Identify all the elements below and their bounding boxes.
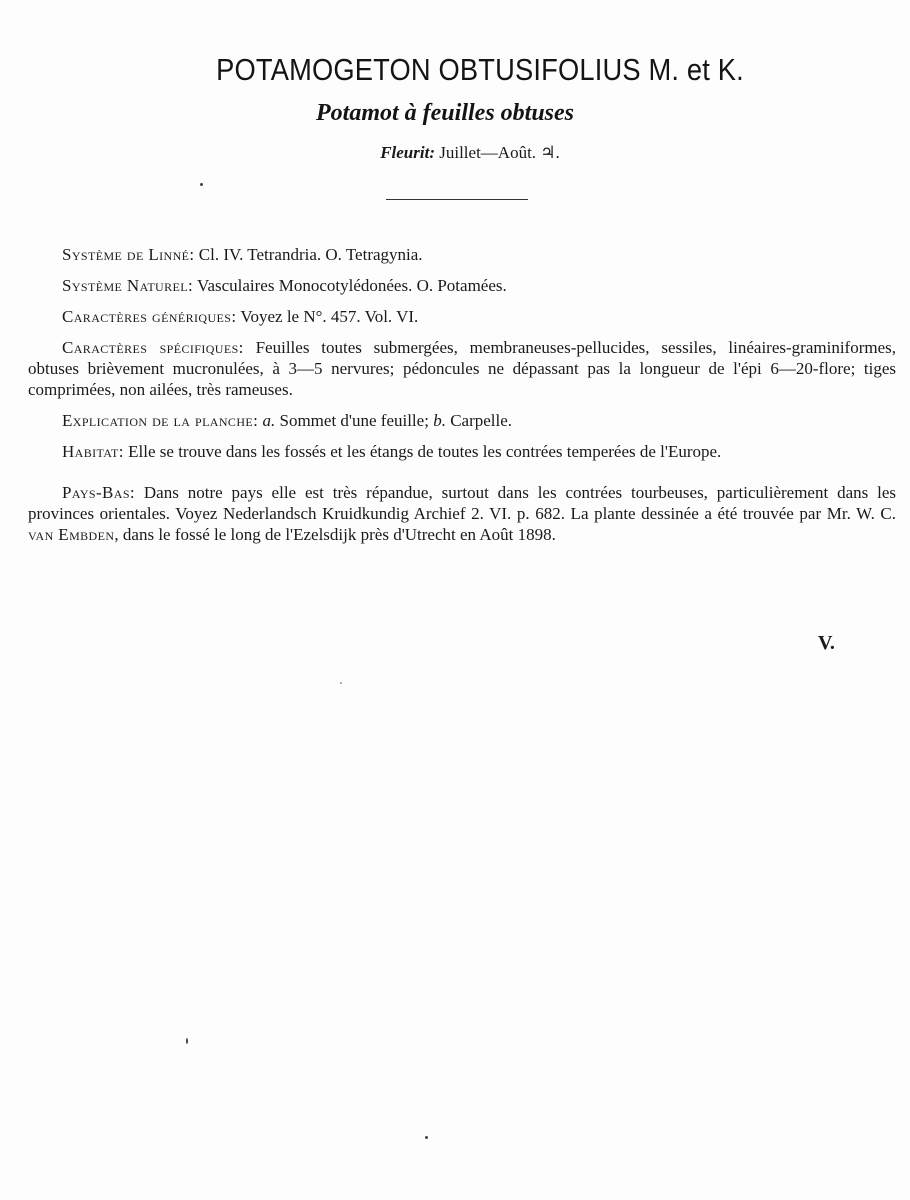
habitat-label: Habitat:: [62, 442, 124, 461]
description-body: [28, 244, 896, 555]
generic-characters-text: Voyez le N°. 457. Vol. VI.: [236, 307, 419, 326]
print-speck: [200, 183, 203, 186]
page-subtitle: Potamot à feuilles obtuses: [316, 100, 574, 126]
print-speck: [186, 1038, 188, 1044]
flowering-line: [0, 143, 910, 163]
netherlands-paragraph: [28, 482, 896, 545]
specific-characters-label: Caractères spécifiques:: [62, 338, 244, 357]
print-speck: [340, 682, 342, 684]
title-divider: [386, 199, 528, 200]
flowering-value: Juillet—Août. ♃.: [439, 143, 560, 162]
plate-key-b: b.: [433, 411, 446, 430]
generic-characters-paragraph: [28, 306, 896, 327]
plate-explanation-label: Explication de la planche:: [62, 411, 259, 430]
habitat-text: Elle se trouve dans les fossés et les étangs de toutes les contrées temperées de l'Europe.: [123, 442, 722, 461]
linne-system-text: Cl. IV. Tetrandria. O. Tetragynia.: [194, 245, 423, 264]
natural-system-label: Système Naturel:: [62, 276, 194, 295]
plate-explanation-paragraph: [28, 410, 896, 431]
specific-characters-paragraph: [28, 337, 896, 400]
print-speck: [425, 1136, 428, 1139]
natural-system-paragraph: [28, 275, 896, 296]
linne-system-paragraph: [28, 244, 896, 265]
page-title: POTAMOGETON OBTUSIFOLIUS M. et K.: [216, 52, 744, 87]
plate-key-b-text: Carpelle.: [445, 411, 513, 430]
flowering-label: Fleurit:: [380, 143, 435, 162]
netherlands-text-2: , dans le fossé le long de l'Ezelsdijk près d'Utrecht en Août 1898.: [114, 525, 556, 544]
netherlands-text-1: Dans notre pays elle est très répandue, surtout dans les contrées tourbeuses, particulièrement dans les provinces orientales. Voyez Nederlandsch Kruidkundig Archief 2. VI. p. 682. La plante dessinée a été trouvée par Mr. W. C.: [28, 483, 896, 523]
author-signature: V.: [818, 632, 835, 654]
specific-characters-text: Feuilles toutes submergées, membraneuses-pellucides, sessiles, linéaires-graminiformes, obtuses brièvement mucronulées, à 3—5 nervures; pédoncules ne dépassant pas la longueur de l'épi 6—20-flore; tiges comprimées, non ailées, très rameuses.: [28, 338, 896, 399]
linne-system-label: Système de Linné:: [62, 245, 195, 264]
collector-name: van Embden: [28, 525, 115, 544]
plate-key-a: a.: [262, 411, 276, 430]
netherlands-label: Pays-Bas:: [62, 483, 136, 502]
habitat-paragraph: [28, 441, 896, 462]
natural-system-text: Vasculaires Monocotylédonées. O. Potamées.: [193, 276, 507, 295]
plate-key-a-text: Sommet d'une feuille;: [275, 411, 434, 430]
generic-characters-label: Caractères génériques:: [62, 307, 237, 326]
